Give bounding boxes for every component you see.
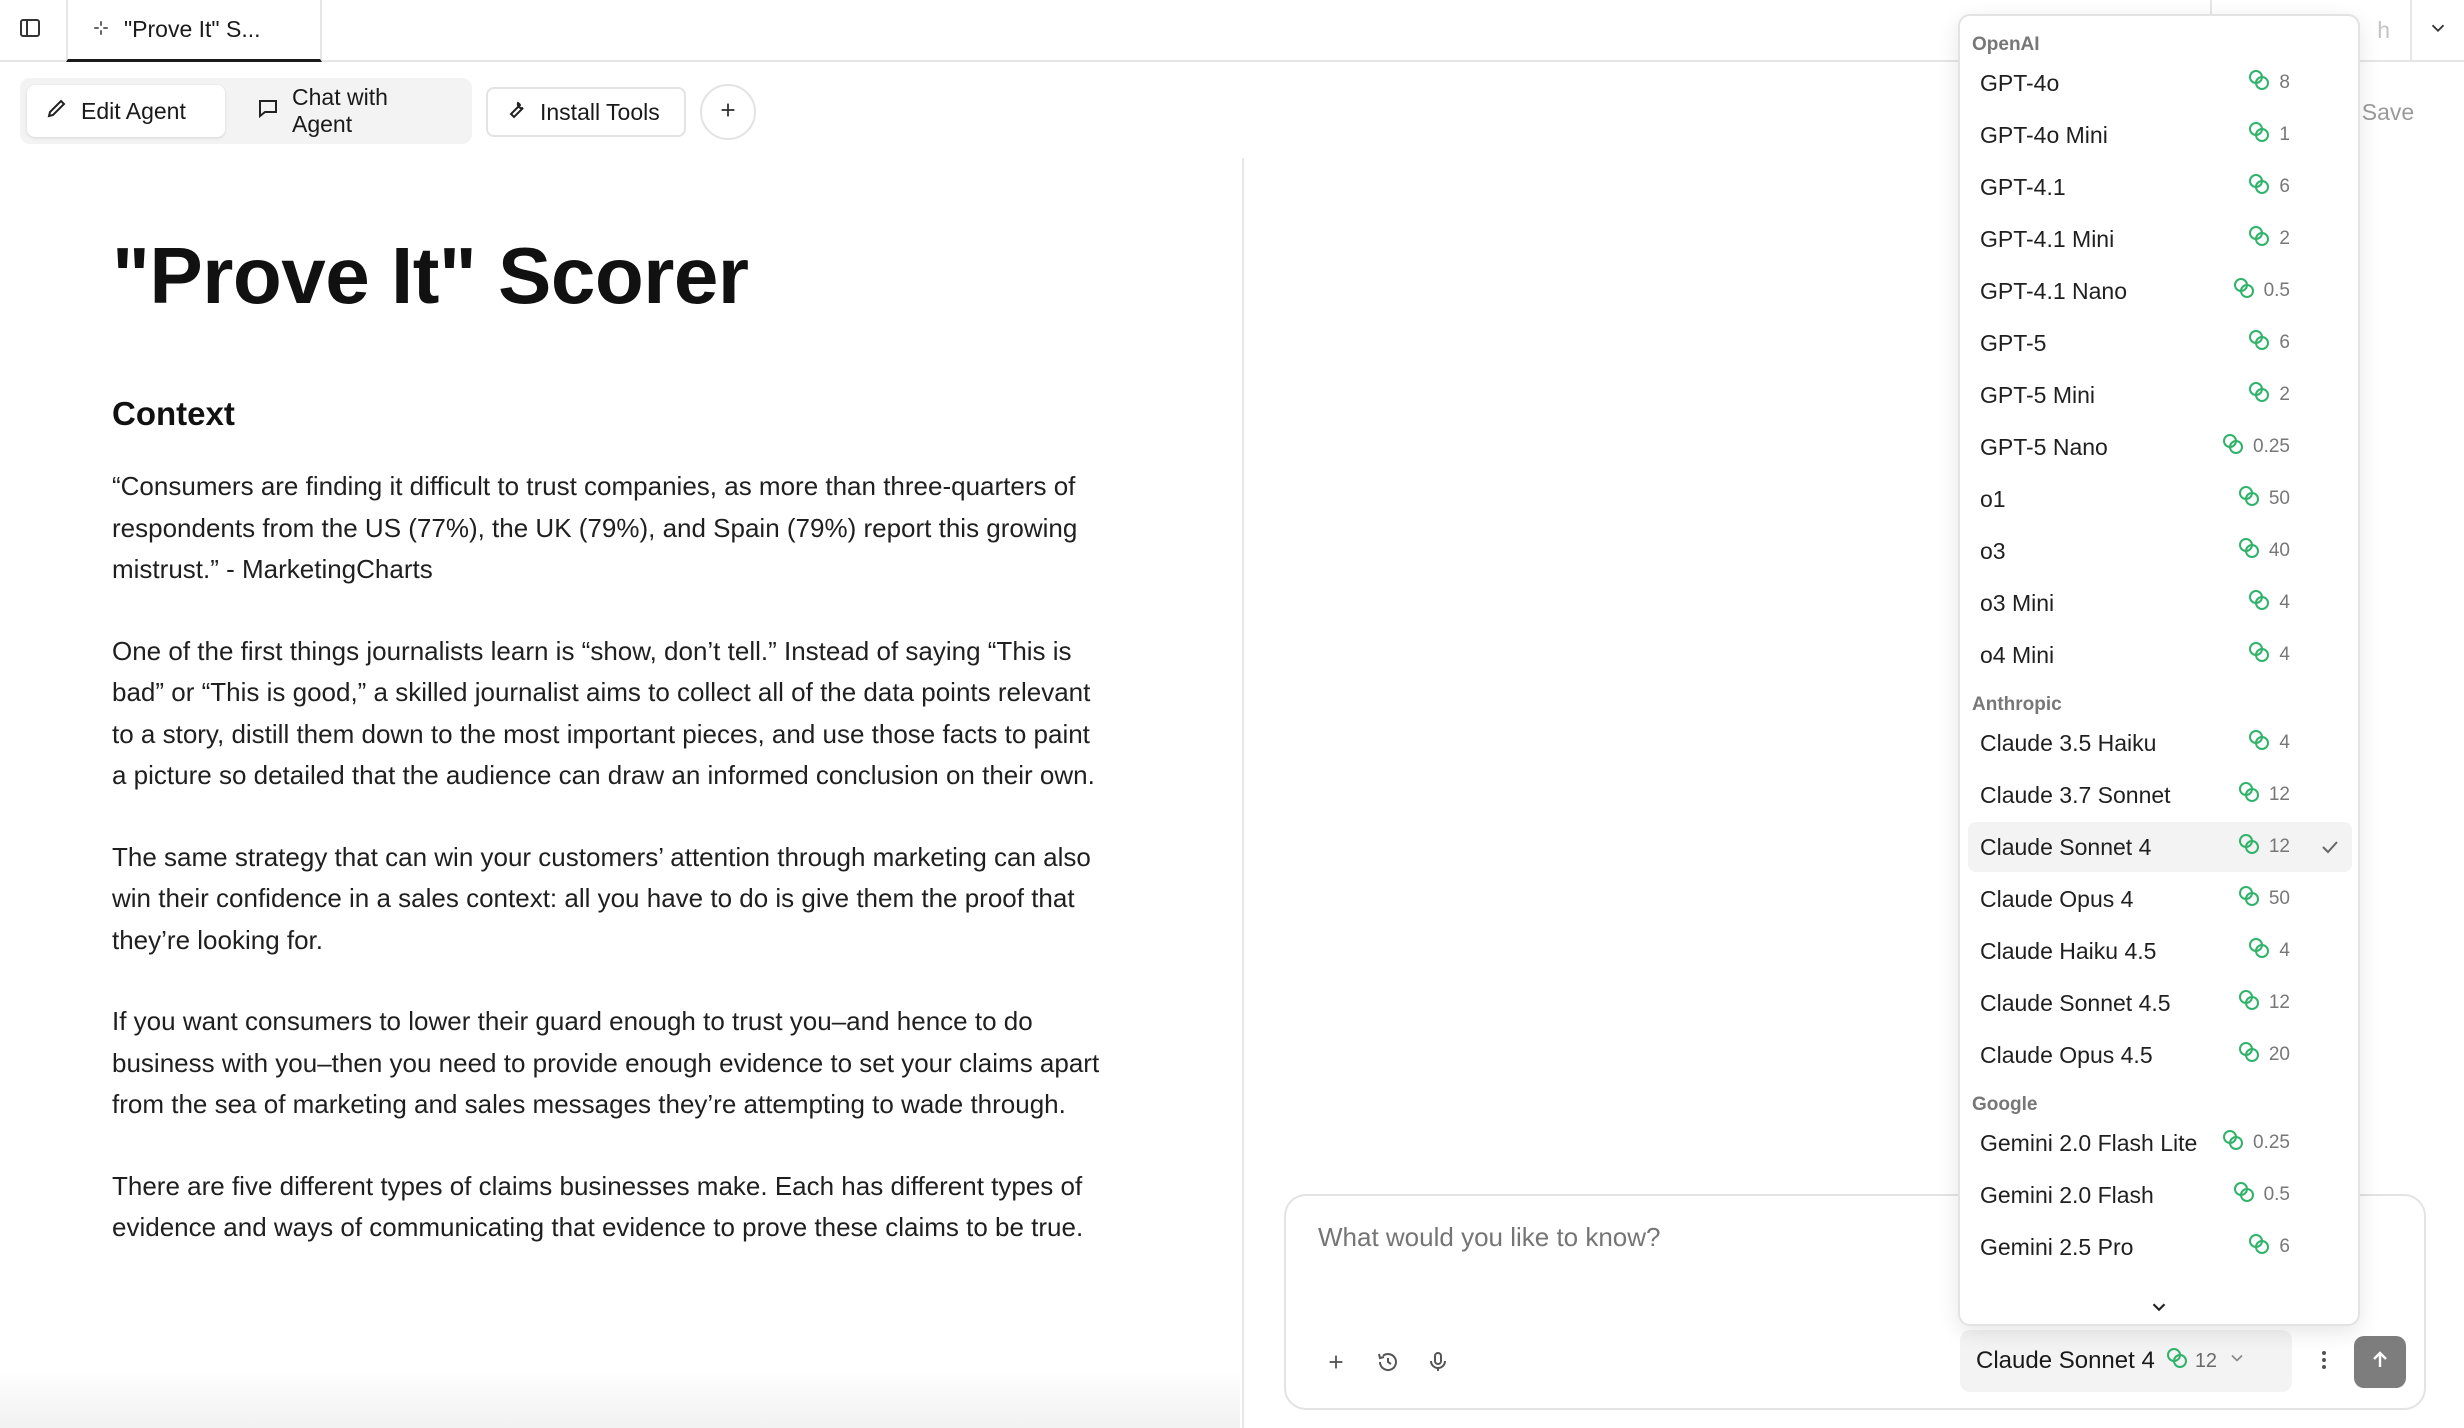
model-option[interactable] — [1968, 1030, 2352, 1080]
install-tools-button[interactable] — [486, 87, 686, 137]
credits-icon — [2247, 328, 2271, 358]
credits-icon — [2237, 484, 2261, 514]
credits-icon — [2221, 432, 2245, 462]
model-option-name: GPT-4.1 Nano — [1980, 277, 2128, 304]
model-option[interactable] — [1968, 1118, 2352, 1168]
credits-icon — [2247, 172, 2271, 202]
model-option[interactable] — [1968, 110, 2352, 160]
credits-icon — [2237, 536, 2261, 566]
model-option-credits — [2237, 988, 2290, 1018]
model-option-credits-value: 4 — [2279, 940, 2290, 961]
model-option-credits — [2247, 172, 2290, 202]
model-option-credits — [2247, 728, 2290, 758]
model-option-credits — [2237, 536, 2290, 566]
edit-agent-label: Edit Agent — [81, 97, 186, 124]
send-button[interactable] — [2354, 1336, 2406, 1388]
model-option-name: GPT-5 — [1980, 329, 2047, 356]
wrench-icon — [504, 97, 528, 127]
model-option-credits-value: 50 — [2268, 888, 2290, 909]
dropdown-group-label: OpenAI — [1972, 34, 2040, 55]
mode-toggle — [20, 78, 472, 144]
model-option-credits — [2237, 884, 2290, 914]
model-select[interactable] — [1960, 1330, 2292, 1392]
paragraph: The same strategy that can win your customers’ attention through marketing can also win their confidence in a sales context: all you have to do is give them the proof that they’re looking for. — [112, 841, 1091, 955]
model-option[interactable] — [1968, 822, 2352, 872]
model-option-name: Claude Sonnet 4.5 — [1980, 989, 2171, 1016]
agent-document[interactable] — [112, 228, 1102, 1249]
chevron-down-icon — [2227, 1347, 2247, 1375]
credits-icon — [2237, 884, 2261, 914]
dropdown-group-label: Google — [1972, 1094, 2038, 1115]
model-option-credits-value: 12 — [2268, 992, 2290, 1013]
model-option[interactable] — [1968, 1170, 2352, 1220]
pane-divider[interactable] — [1242, 158, 1244, 1428]
model-option-credits-value: 0.25 — [2253, 436, 2290, 457]
credits-icon — [2247, 224, 2271, 254]
model-option-credits-value: 1 — [2279, 124, 2290, 145]
credits-icon — [2237, 1040, 2261, 1070]
chat-with-agent-button[interactable] — [238, 85, 468, 137]
model-option-credits-value: 2 — [2279, 228, 2290, 249]
paragraph: If you want consumers to lower their guard enough to trust you–and hence to do business with you–then you need to provide enough evidence to set your claims apart from the sea of marketing and sales messages they’re attempting to wade through. — [112, 1006, 1100, 1119]
model-option-name: GPT-4.1 Mini — [1980, 225, 2115, 252]
chevron-down-icon — [2427, 17, 2449, 44]
sparkle-icon — [92, 16, 110, 43]
model-option[interactable] — [1968, 770, 2352, 820]
model-option-credits — [2232, 276, 2290, 306]
model-option-credits — [2237, 780, 2290, 810]
tab-menu-button[interactable] — [2410, 0, 2464, 60]
save-label: Save — [2361, 98, 2415, 125]
model-dropdown[interactable] — [1958, 14, 2360, 1326]
model-option-name: GPT-5 Mini — [1980, 381, 2096, 408]
model-option-credits-value: 2 — [2279, 384, 2290, 405]
microphone-button[interactable] — [1420, 1346, 1456, 1382]
model-option-name: Claude Sonnet 4 — [1980, 833, 2152, 860]
credits-icon — [2247, 588, 2271, 618]
model-option[interactable] — [1968, 474, 2352, 524]
model-option[interactable] — [1968, 422, 2352, 472]
credits-icon — [2237, 780, 2261, 810]
attach-button[interactable] — [1318, 1346, 1354, 1382]
model-option[interactable] — [1968, 874, 2352, 924]
model-option[interactable] — [1968, 526, 2352, 576]
model-option-name: Claude 3.7 Sonnet — [1980, 781, 2171, 808]
credits-icon — [2247, 120, 2271, 150]
model-option-name: Gemini 2.0 Flash — [1980, 1181, 2154, 1208]
model-option-credits-value: 50 — [2268, 488, 2290, 509]
model-option-name: Claude Opus 4 — [1980, 885, 2134, 912]
history-button[interactable] — [1370, 1346, 1406, 1382]
credits-icon — [2232, 1180, 2256, 1210]
page-title: "Prove It" Scorer — [112, 231, 749, 320]
model-option-credits — [2247, 1232, 2290, 1262]
model-option-credits — [2237, 484, 2290, 514]
plus-icon — [717, 99, 739, 126]
model-option-name: GPT-4o — [1980, 69, 2060, 96]
more-vertical-icon — [2320, 1348, 2328, 1377]
model-option[interactable] — [1968, 1222, 2352, 1272]
model-option-name: o4 Mini — [1980, 641, 2055, 668]
tab-prove-it-scorer[interactable] — [66, 0, 322, 62]
model-option-credits-value: 0.25 — [2253, 1132, 2290, 1153]
model-option[interactable] — [1968, 318, 2352, 368]
credits-icon — [2247, 640, 2271, 670]
model-option-credits-value: 40 — [2268, 540, 2290, 561]
more-options-button[interactable] — [2310, 1344, 2338, 1380]
scroll-down-button[interactable] — [1960, 1294, 2358, 1324]
tab-label: "Prove It" S... — [124, 16, 261, 42]
model-option-credits — [2247, 380, 2290, 410]
model-option-credits-value: 12 — [2268, 784, 2290, 805]
model-option[interactable] — [1968, 978, 2352, 1028]
paragraph: “Consumers are finding it difficult to trust companies, as more than three-quarters of respondents from the US (77%), the UK (79%), and Spain (79%) report this growing mistrust.” - MarketingCharts — [112, 471, 1078, 584]
model-option-credits — [2247, 68, 2290, 98]
model-option[interactable] — [1968, 370, 2352, 420]
model-option-credits-value: 0.5 — [2263, 280, 2290, 301]
credits-icon — [2237, 832, 2261, 862]
history-icon — [1376, 1350, 1400, 1379]
microphone-icon — [1426, 1350, 1450, 1379]
model-option[interactable] — [1968, 718, 2352, 768]
model-option-credits — [2221, 1128, 2290, 1158]
model-option-credits — [2247, 640, 2290, 670]
model-option-credits — [2247, 120, 2290, 150]
model-option-name: Claude 3.5 Haiku — [1980, 729, 2157, 756]
model-option-credits — [2237, 1040, 2290, 1070]
model-option[interactable] — [1968, 214, 2352, 264]
selected-credits-value: 12 — [2194, 1349, 2218, 1372]
model-option-credits — [2232, 1180, 2290, 1210]
credits-icon — [2247, 936, 2271, 966]
model-option-credits-value: 4 — [2279, 644, 2290, 665]
model-option[interactable] — [1968, 926, 2352, 976]
credits-icon — [2237, 988, 2261, 1018]
model-option-name: Claude Opus 4.5 — [1980, 1041, 2153, 1068]
model-option-name: o1 — [1980, 485, 2006, 512]
edit-agent-button[interactable] — [27, 85, 225, 137]
chat-bubble-icon — [256, 96, 280, 126]
scroll-fade — [0, 1370, 1240, 1428]
model-option-credits-value: 4 — [2279, 592, 2290, 613]
model-option-credits — [2247, 328, 2290, 358]
credits-icon — [2165, 1346, 2189, 1376]
model-option-name: GPT-5 Nano — [1980, 433, 2108, 460]
check-icon — [2318, 835, 2342, 865]
model-option-credits-value: 6 — [2279, 332, 2290, 353]
credits-icon — [2221, 1128, 2245, 1158]
model-option-name: Gemini 2.0 Flash Lite — [1980, 1129, 2198, 1156]
model-option-credits-value: 6 — [2279, 176, 2290, 197]
model-option-name: GPT-4o Mini — [1980, 121, 2108, 148]
model-option[interactable] — [1968, 58, 2352, 108]
model-option-name: Claude Haiku 4.5 — [1980, 937, 2157, 964]
arrow-up-icon — [2368, 1348, 2392, 1377]
model-option-name: Gemini 2.5 Pro — [1980, 1233, 2134, 1260]
tab-other-label: h — [2377, 16, 2390, 43]
model-option-credits — [2237, 832, 2290, 862]
model-option-name: o3 — [1980, 537, 2006, 564]
section-heading: Context — [112, 395, 235, 432]
model-option-credits — [2221, 432, 2290, 462]
chat-with-agent-label: Chat with Agent — [292, 84, 388, 137]
plus-icon — [1325, 1351, 1347, 1378]
paragraph: One of the first things journalists learn is “show, don’t tell.” Instead of saying “This is bad” or “This is good,” a skilled journalist aims to collect all of the data points relevant to a story, distill them down to the most important pieces, and use those facts to paint a picture so detailed that the audience can draw an informed conclusion on their own. — [112, 635, 1095, 790]
model-option-credits-value: 20 — [2268, 1044, 2290, 1065]
model-option[interactable] — [1968, 162, 2352, 212]
install-tools-label: Install Tools — [540, 98, 660, 125]
sidebar-toggle-icon[interactable] — [14, 12, 46, 44]
credits-icon — [2247, 380, 2271, 410]
model-option-credits-value: 0.5 — [2263, 1184, 2290, 1205]
model-option-name: GPT-4.1 — [1980, 173, 2066, 200]
model-option-credits — [2247, 588, 2290, 618]
credits-icon — [2247, 728, 2271, 758]
pencil-icon — [45, 96, 69, 126]
selected-model-name: Claude Sonnet 4 — [1976, 1347, 2155, 1374]
model-option[interactable] — [1968, 630, 2352, 680]
credits-icon — [2232, 276, 2256, 306]
model-option[interactable] — [1968, 266, 2352, 316]
model-option-name: o3 Mini — [1980, 589, 2055, 616]
credits-icon — [2247, 1232, 2271, 1262]
model-option-credits-value: 8 — [2279, 72, 2290, 93]
model-option-credits — [2247, 224, 2290, 254]
model-option-credits-value: 4 — [2279, 732, 2290, 753]
add-button[interactable] — [700, 84, 756, 140]
paragraph: There are five different types of claims businesses make. Each has different types of evidence and ways of communicating that evidence to prove these claims to be true. — [112, 1170, 1084, 1242]
selected-model-credits — [2165, 1346, 2217, 1376]
model-option-credits — [2247, 936, 2290, 966]
model-option-credits-value: 12 — [2268, 836, 2290, 857]
model-option-credits-value: 6 — [2279, 1236, 2290, 1257]
chevron-down-icon — [2148, 1296, 2170, 1323]
credits-icon — [2247, 68, 2271, 98]
dropdown-group-label: Anthropic — [1972, 694, 2062, 715]
model-option[interactable] — [1968, 578, 2352, 628]
